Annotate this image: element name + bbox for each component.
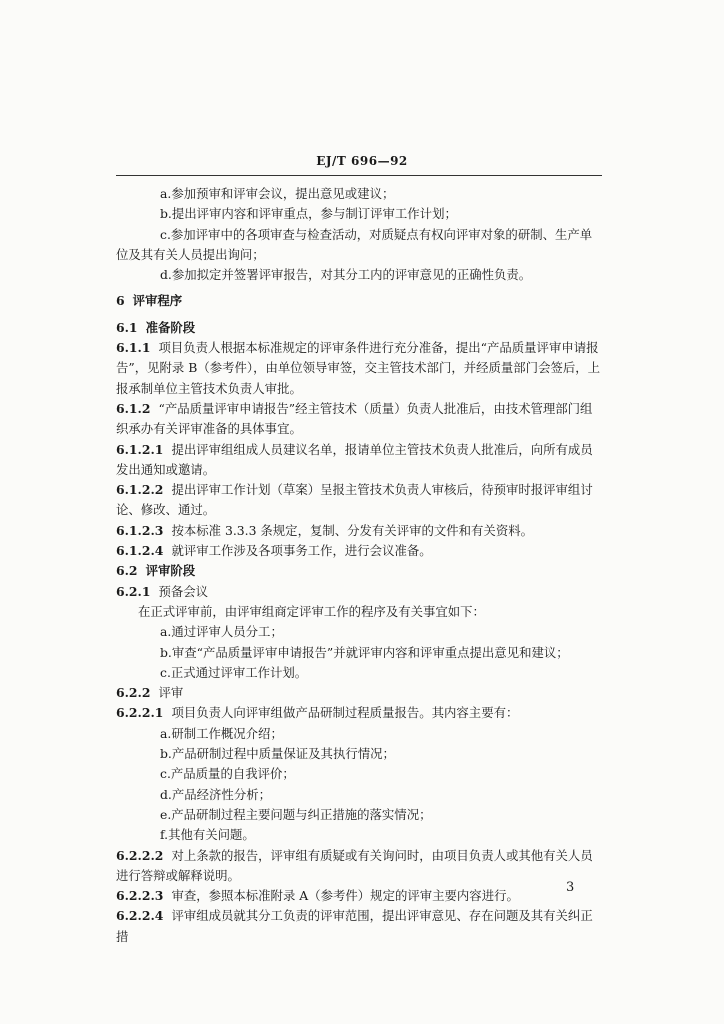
list-item-a: a.通过评审人员分工； [160,624,283,640]
list-item-e: e.产品研制过程主要问题与纠正措施的落实情况； [160,806,432,822]
list-item-d: d.产品经济性分析； [160,786,271,802]
list-item-b: b.审查“产品质量评审申请报告”并就评审内容和评审重点提出意见和建议； [160,644,569,660]
list-item-b: b.产品研制过程中质量保证及其执行情况； [160,746,395,762]
list-item-a: a.研制工作概况介绍； [160,725,283,741]
list-item-f: f.其他有关问题。 [160,827,255,843]
list-item-d: d.参加拟定并签署评审报告，对其分工内的评审意见的正确性负责。 [160,267,532,283]
list-item-c: c.参加评审中的各项审查与检查活动，对质疑点有权向评审对象的研制、生产单位及其有关人员提出询问； [116,226,593,262]
document-code-header: EJ/T 696—92 [316,154,408,168]
list-item-b: b.提出评审内容和评审重点，参与制订评审工作计划； [160,206,457,222]
list-item-c: c.产品质量的自我评价； [160,766,295,782]
clause-6-1-2: 6.1.2 “产品质量评审申请报告”经主管技术（质量）负责人批准后，由技术管理部门组织承办有关评审准备的具体事宜。 [116,400,593,437]
clause-6-2-2-3: 6.2.2.3 审查，参照本标准附录 A（参考件）规定的评审主要内容进行。 [116,888,519,904]
page-number: 3 [566,880,575,895]
section-6-heading: 6 评审程序 [116,293,183,309]
clause-6-1-2-1: 6.1.2.1 提出评审组组成人员建议名单，报请单位主管技术负责人批准后，向所有成员发出通知或邀请。 [116,441,593,477]
list-item-c: c.正式通过评审工作计划。 [160,664,308,680]
clause-6-1-2-2: 6.1.2.2 提出评审工作计划（草案）呈报主管技术负责人审核后，待预审时报评审组讨论、修改、通过。 [116,482,593,518]
clause-6-2-2-1: 6.2.2.1 项目负责人向评审组做产品研制过程质量报告。其内容主要有： [116,705,519,721]
clause-6-1-1: 6.1.1 项目负责人根据本标准规定的评审条件进行充分准备，提出“产品质量评审申请报告”，见附录 B（参考件），由单位领导审签，交主管技术部门，并经质量部门会签后，上报承制单位主管技术负责人审批。 [116,340,601,396]
section-6-1-heading: 6.1 准备阶段 [116,319,196,335]
clause-6-2-1-intro: 在正式评审前，由评审组商定评审工作的程序及有关事宜如下： [138,603,485,619]
clause-6-2-2-2: 6.2.2.2 对上条款的报告，评审组有质疑或有关询问时，由项目负责人或其他有关人员进行答辩或解释说明。 [116,847,593,883]
clause-6-1-2-4: 6.1.2.4 就评审工作涉及各项事务工作，进行会议准备。 [116,543,432,559]
document-body [116,184,602,947]
list-item-a: a.参加预审和评审会议，提出意见或建议； [160,186,395,201]
clause-6-2-1-heading: 6.2.1 预备会议 [116,583,209,599]
clause-6-2-2-heading: 6.2.2 评审 [116,685,184,701]
clause-6-2-2-4: 6.2.2.4 评审组成员就其分工负责的评审范围，提出评审意见、存在问题及其有关纠正措 [116,908,593,944]
clause-6-1-2-3: 6.1.2.3 按本标准 3.3.3 条规定，复制、分发有关评审的文件和有关资料。 [116,522,533,538]
header-rule [116,175,602,176]
section-6-2-heading: 6.2 评审阶段 [116,563,196,579]
